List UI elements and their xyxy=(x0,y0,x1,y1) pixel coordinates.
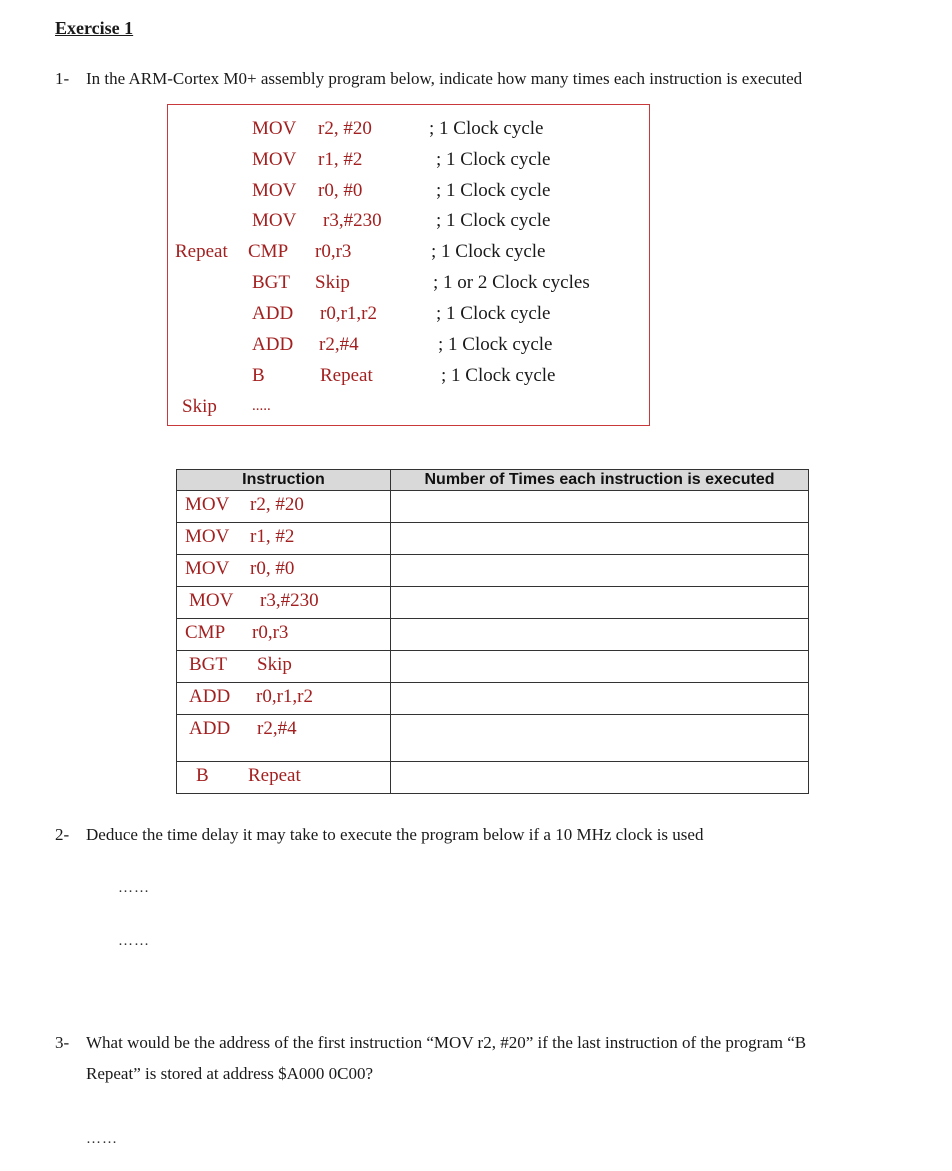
row-op: MOV xyxy=(185,494,230,515)
row-operands: Repeat xyxy=(248,765,301,786)
row-op: CMP xyxy=(185,622,226,643)
program-operands: r2, #20 xyxy=(318,118,372,139)
question-2 xyxy=(55,825,935,847)
question-3 xyxy=(55,1033,935,1055)
program-comment: ; 1 Clock cycle xyxy=(436,180,551,201)
program-comment: ; 1 Clock cycle xyxy=(438,334,553,355)
table-row xyxy=(177,651,809,683)
answer-table xyxy=(176,469,809,794)
program-comment: ; 1 Clock cycle xyxy=(436,303,551,324)
program-ellipsis: ..... xyxy=(252,398,271,414)
answer-placeholder: …… xyxy=(118,880,150,896)
table-header-count: Number of Times each instruction is executed xyxy=(391,470,809,491)
row-operands: r0, #0 xyxy=(250,558,295,579)
row-operands: Skip xyxy=(257,654,292,675)
program-op: ADD xyxy=(252,303,294,324)
program-operands: r3,#230 xyxy=(323,210,382,231)
table-header-instruction: Instruction xyxy=(177,470,391,491)
program-listing-box xyxy=(167,104,650,426)
program-op: ADD xyxy=(252,334,294,355)
program-op: CMP xyxy=(248,241,289,262)
table-row xyxy=(177,491,809,523)
row-operands: r3,#230 xyxy=(260,590,319,611)
program-comment: ; 1 Clock cycle xyxy=(429,118,544,139)
program-comment: ; 1 Clock cycle xyxy=(436,210,551,231)
table-row xyxy=(177,587,809,619)
row-op: B xyxy=(196,765,209,786)
row-operands: r0,r1,r2 xyxy=(256,686,313,707)
table-row xyxy=(177,683,809,715)
question-2-text: Deduce the time delay it may take to execute the program below if a 10 MHz clock is used xyxy=(86,825,704,844)
row-op: BGT xyxy=(189,654,227,675)
program-operands: r0,r3 xyxy=(315,241,352,262)
row-operands: r0,r3 xyxy=(252,622,289,643)
program-comment: ; 1 Clock cycle xyxy=(436,149,551,170)
row-op: MOV xyxy=(185,526,230,547)
program-comment: ; 1 Clock cycle xyxy=(431,241,546,262)
program-operands: r1, #2 xyxy=(318,149,363,170)
exercise-heading: Exercise 1 xyxy=(55,18,134,38)
count-cell[interactable] xyxy=(391,762,809,794)
question-1 xyxy=(55,69,935,91)
row-op: ADD xyxy=(189,718,231,739)
question-3-text-line2: Repeat” is stored at address $A000 0C00? xyxy=(86,1064,374,1083)
count-cell[interactable] xyxy=(391,587,809,619)
program-op: B xyxy=(252,365,265,386)
program-operands: r0, #0 xyxy=(318,180,363,201)
table-row xyxy=(177,619,809,651)
program-label: Repeat xyxy=(175,241,228,262)
row-operands: r1, #2 xyxy=(250,526,295,547)
program-operands: Skip xyxy=(315,272,350,293)
program-comment: ; 1 or 2 Clock cycles xyxy=(433,272,590,293)
program-op: MOV xyxy=(252,149,297,170)
answer-placeholder: …… xyxy=(118,933,150,949)
program-label: Skip xyxy=(182,396,217,417)
row-op: MOV xyxy=(189,590,234,611)
count-cell[interactable] xyxy=(391,491,809,523)
question-3-number: 3- xyxy=(55,1033,70,1052)
program-operands: r2,#4 xyxy=(319,334,359,355)
row-op: MOV xyxy=(185,558,230,579)
table-row xyxy=(177,762,809,794)
count-cell[interactable] xyxy=(391,651,809,683)
program-operands: Repeat xyxy=(320,365,373,386)
program-op: MOV xyxy=(252,210,297,231)
question-1-text: In the ARM-Cortex M0+ assembly program below, indicate how many times each instruction is executed xyxy=(86,69,803,88)
table-row xyxy=(177,555,809,587)
program-op: BGT xyxy=(252,272,290,293)
count-cell[interactable] xyxy=(391,683,809,715)
program-comment: ; 1 Clock cycle xyxy=(441,365,556,386)
program-operands: r0,r1,r2 xyxy=(320,303,377,324)
row-operands: r2, #20 xyxy=(250,494,304,515)
row-op: ADD xyxy=(189,686,231,707)
program-op: MOV xyxy=(252,118,297,139)
count-cell[interactable] xyxy=(391,555,809,587)
question-3-text-line1: What would be the address of the first instruction “MOV r2, #20” if the last instruction of the program “B xyxy=(86,1033,807,1052)
answer-placeholder: …… xyxy=(86,1131,118,1147)
table-row xyxy=(177,523,809,555)
count-cell[interactable] xyxy=(391,619,809,651)
count-cell[interactable] xyxy=(391,715,809,762)
program-op: MOV xyxy=(252,180,297,201)
question-1-number: 1- xyxy=(55,69,70,88)
question-2-number: 2- xyxy=(55,825,70,844)
row-operands: r2,#4 xyxy=(257,718,297,739)
table-row xyxy=(177,715,809,762)
count-cell[interactable] xyxy=(391,523,809,555)
